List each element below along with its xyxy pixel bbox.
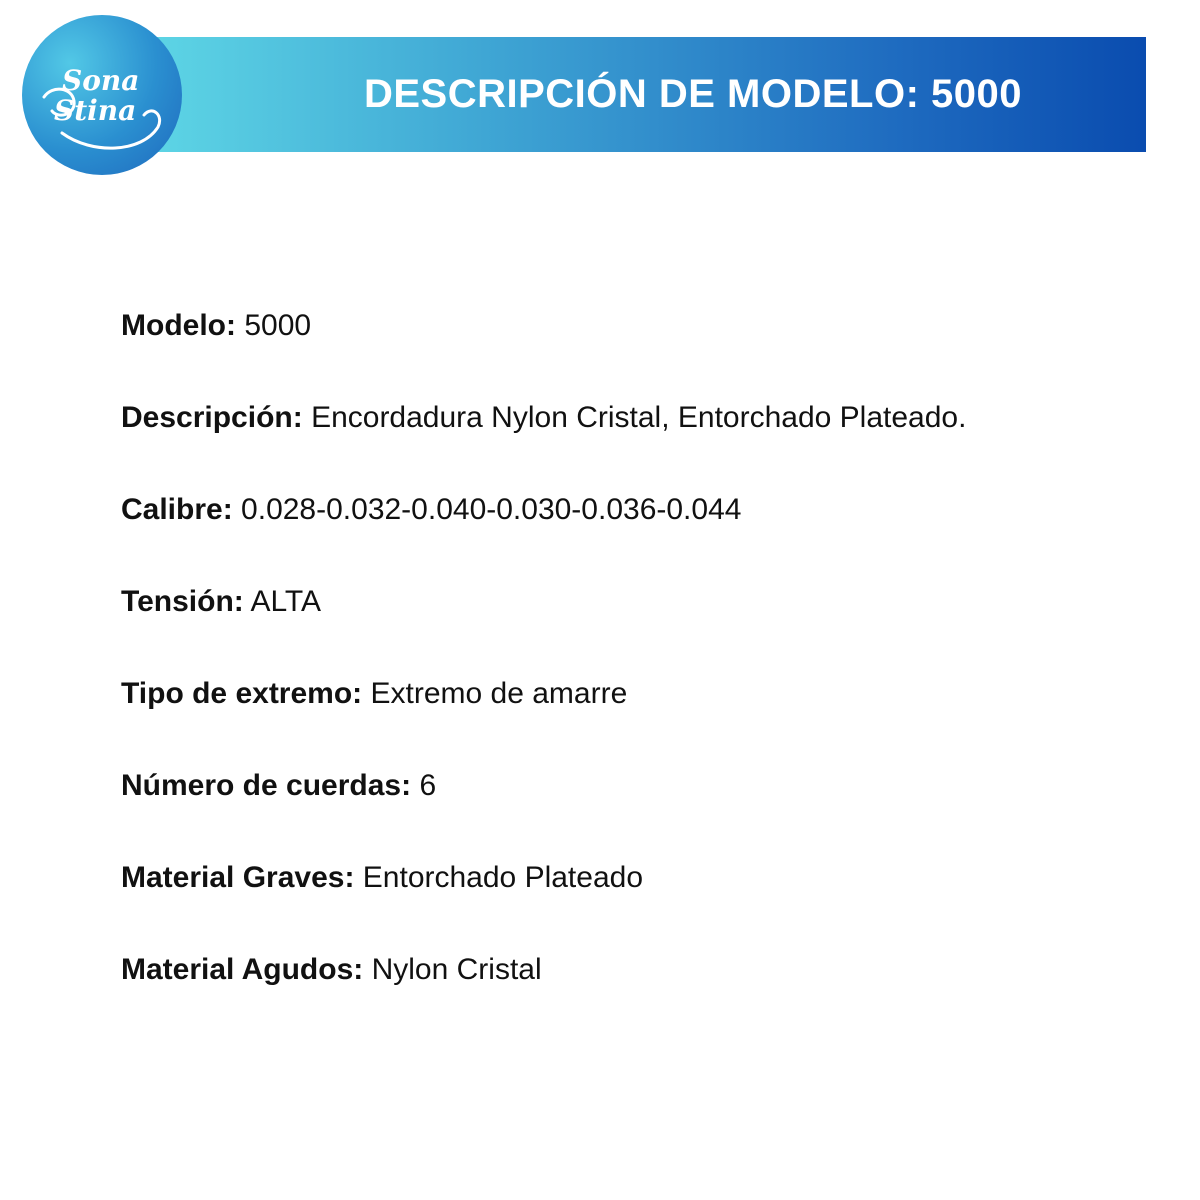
spec-list (121, 300, 1121, 1036)
spec-value: 5000 (244, 309, 312, 342)
spec-value: 6 (419, 769, 437, 802)
spec-row-tipo-extremo (121, 668, 1121, 760)
spec-value: Entorchado Plateado (362, 861, 644, 894)
spec-label: Tensión: (121, 585, 244, 618)
header-banner (130, 37, 1146, 152)
spec-label: Calibre: (121, 493, 233, 526)
spec-value: Extremo de amarre (370, 677, 628, 710)
spec-row-numero-cuerdas (121, 760, 1121, 852)
spec-label: Material Graves: (121, 861, 355, 894)
spec-value: 0.028-0.032-0.040-0.030-0.036-0.044 (241, 493, 742, 526)
spec-value: ALTA (250, 585, 322, 618)
spec-label: Material Agudos: (121, 953, 364, 986)
spec-row-tension (121, 576, 1121, 668)
logo-text-line2: Stina (54, 94, 137, 127)
spec-row-material-agudos (121, 944, 1121, 1036)
spec-row-modelo (121, 300, 1121, 392)
logo-text-line1: Sona (62, 64, 140, 97)
spec-label: Tipo de extremo: (121, 677, 363, 710)
spec-value: Encordadura Nylon Cristal, Entorchado Plateado. (311, 401, 967, 434)
spec-row-descripcion (121, 392, 1121, 484)
sonastina-logo (22, 15, 182, 175)
spec-value: Nylon Cristal (371, 953, 542, 986)
spec-label: Descripción: (121, 401, 303, 434)
spec-row-calibre (121, 484, 1121, 576)
spec-label: Modelo: (121, 309, 236, 342)
spec-row-material-graves (121, 852, 1121, 944)
spec-label: Número de cuerdas: (121, 769, 412, 802)
page-title: DESCRIPCIÓN DE MODELO: 5000 (363, 72, 1023, 116)
logo-graphic (22, 15, 182, 175)
